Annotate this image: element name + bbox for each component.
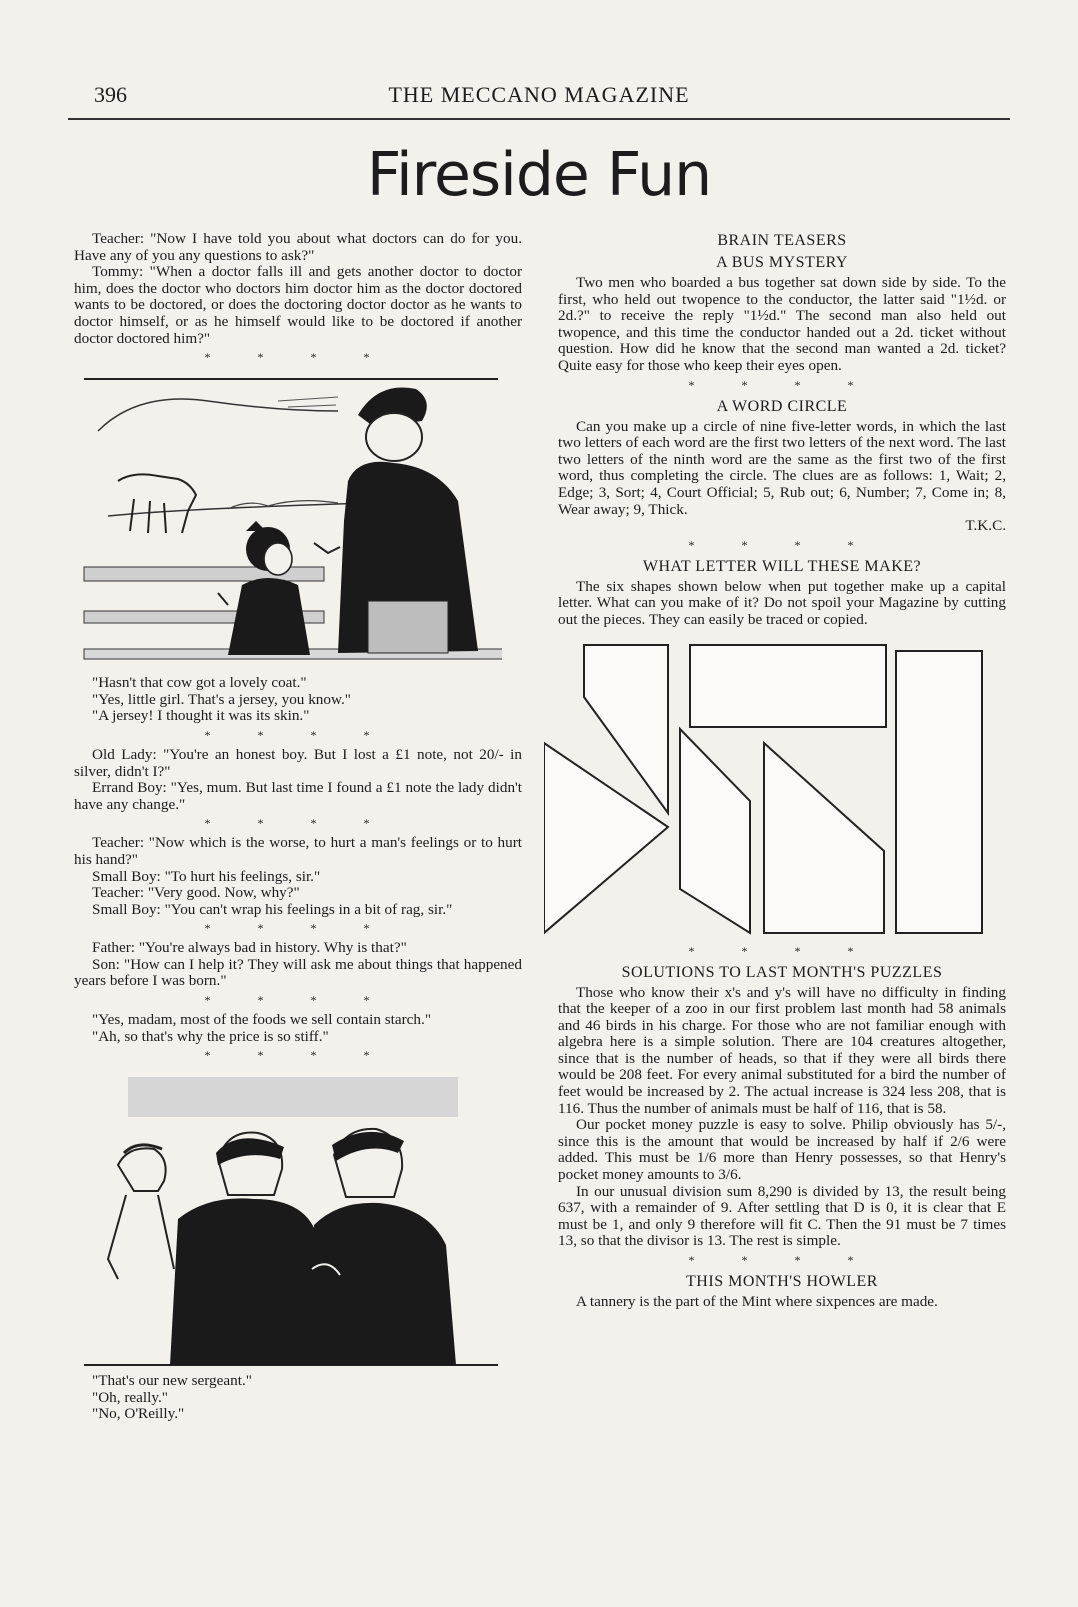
shape-piece (764, 743, 884, 933)
right-column (558, 231, 1006, 1311)
page-header (68, 82, 1010, 112)
bus-mystery-text: Two men who boarded a bus together sat down side by side. To the first, who held out twopence to the conductor, the latter said "1½d. or 2d.?" to receive the reply "1½d." The second man also held out twopence, and this time the conductor handed out a 2d. ticket without question. How did he know that the second man wanted a 2d. ticket? Quite easy for those who keep their eyes open. (558, 274, 1006, 374)
separator-stars: * * * * (204, 727, 392, 742)
joke-line: "Yes, madam, most of the foods we sell contain starch." (92, 1011, 432, 1029)
shape-piece (680, 729, 750, 933)
letter-puzzle-shapes (544, 637, 1000, 937)
left-column (74, 231, 522, 1423)
separator-stars: * * * * (688, 943, 876, 958)
caption-line: "Oh, really." (92, 1388, 168, 1406)
magazine-title: THE MECCANO MAGAZINE (388, 82, 690, 107)
page-title: Fireside Fun (366, 140, 712, 210)
joke-errand-boy (74, 747, 522, 813)
word-circle-credit: T.K.C. (965, 517, 1006, 535)
shape-piece (896, 651, 982, 933)
joke-line: "Ah, so that's why the price is so stiff." (92, 1027, 329, 1045)
separator-stars: * * * * (688, 1253, 876, 1267)
cow-cartoon (78, 371, 502, 671)
howler-text: A tannery is the part of the Mint where sixpences are made. (576, 1293, 938, 1310)
solutions-paragraph: Our pocket money puzzle is easy to solve. Philip obviously has 5/-, since this is the amount that would be increased by half if 2/6 were added. This must be 1/6 more than Henry possesses, so that Henry's pocket money amounts to 3/6. (558, 1116, 1006, 1184)
howler-heading: THIS MONTH'S HOWLER (686, 1273, 878, 1290)
section-heading-brain-teasers: BRAIN TEASERS (717, 232, 847, 249)
joke-line: Tommy: "When a doctor falls ill and gets another doctor to doctor him, does the doctor who doctors him doctor him as the doctor doctored wants to be doctored, or does the doctoring doctor doctor as he wants to doctor himself, or as he himself would like to be doctored if another doctor doctored him?" (74, 263, 522, 347)
joke-line: Small Boy: "To hurt his feelings, sir." (92, 867, 321, 885)
solutions-paragraph: Those who know their x's and y's will have no difficulty in finding that the keeper of a zoo in our first problem last month had 58 animals and 46 birds in his charge. For those who are not familiar enough with algebra here is a simple solution. There are 104 creatures altogether, since that is the number of heads, so that if they were all birds there would be 208 feet. For every animal substituted for a bird the number of feet would be increased by 2. The actual increase is 324 less 208, that is 116. Thus the number of animals must be half of 116, that is 58. (558, 983, 1006, 1117)
shape-piece (690, 645, 886, 727)
solutions-heading: SOLUTIONS TO LAST MONTH'S PUZZLES (621, 963, 943, 981)
caption-line: "No, O'Reilly." (92, 1405, 185, 1423)
caption-line: "A jersey! I thought it was its skin." (92, 707, 310, 725)
separator-stars: * * * * (204, 993, 392, 1008)
page-number: 396 (94, 82, 127, 107)
separator-stars: * * * * (204, 921, 392, 936)
word-circle-heading: A WORD CIRCLE (716, 397, 848, 415)
joke-line: Teacher: "Very good. Now, why?" (92, 884, 300, 902)
word-circle-text: Can you make up a circle of nine five-letter words, in which the last two letters of each word are the first two letters of the next word. The last two letters of the ninth word are the same as the first two of the first word, thus completing the circle. The clues are as follows: 1, Wait; 2, Edge; 3, Sort; 4, Court Official; 5, Rub out; 6, Number; 7, Come in; 8, Wear away; 9, Thick. (558, 417, 1006, 518)
separator-stars: * * * * (204, 350, 392, 365)
caption-line: "That's our new sergeant." (92, 1372, 252, 1390)
joke-feelings (74, 835, 522, 918)
joke-doctor (74, 231, 522, 347)
separator-stars: * * * * (688, 377, 876, 392)
joke-line: Son: "How can I help it? They will ask me about things that happened years before I was born." (74, 955, 522, 990)
bus-mystery-heading: A BUS MYSTERY (716, 254, 848, 271)
header-rule (68, 118, 1010, 120)
joke-line: Teacher: "Now I have told you about what doctors can do for you. Have any of you any questions to ask?" (74, 230, 522, 264)
separator-stars: * * * * (204, 816, 392, 831)
joke-line: Father: "You're always bad in history. Why is that?" (92, 939, 407, 957)
separator-stars: * * * * (688, 537, 876, 552)
joke-starch (74, 1012, 522, 1045)
sergeant-cartoon-caption (74, 1373, 522, 1423)
solutions-paragraph: In our unusual division sum 8,290 is divided by 13, the result being 637, with a remainder of 9. After settling that D is 0, it is clear that E must be 1, and only 9 therefore will fit C. Then the 91 must be 7 times 13, so that the divisor is 13. The rest is simple. (558, 1182, 1006, 1250)
letter-puzzle-heading: WHAT LETTER WILL THESE MAKE? (642, 557, 922, 575)
separator-stars: * * * * (204, 1048, 392, 1063)
joke-line: Errand Boy: "Yes, mum. But last time I found a £1 note the lady didn't have any change." (74, 779, 522, 813)
cow-cartoon-caption (74, 675, 522, 725)
joke-line: Old Lady: "You're an honest boy. But I lost a £1 note, not 20/- in silver, didn't I?" (74, 745, 522, 780)
joke-history (74, 940, 522, 990)
caption-line: "Yes, little girl. That's a jersey, you know." (92, 690, 351, 708)
joke-line: Small Boy: "You can't wrap his feelings in a bit of rag, sir." (92, 900, 453, 918)
sergeant-cartoon (78, 1069, 502, 1369)
caption-line: "Hasn't that cow got a lovely coat." (92, 674, 307, 692)
joke-line: Teacher: "Now which is the worse, to hurt a man's feelings or to hurt his hand?" (74, 834, 522, 868)
letter-puzzle-text: The six shapes shown below when put together make up a capital letter. What can you make of it? Do not spoil your Magazine by cutting out the pieces. They can easily be traced or copied. (558, 577, 1006, 628)
